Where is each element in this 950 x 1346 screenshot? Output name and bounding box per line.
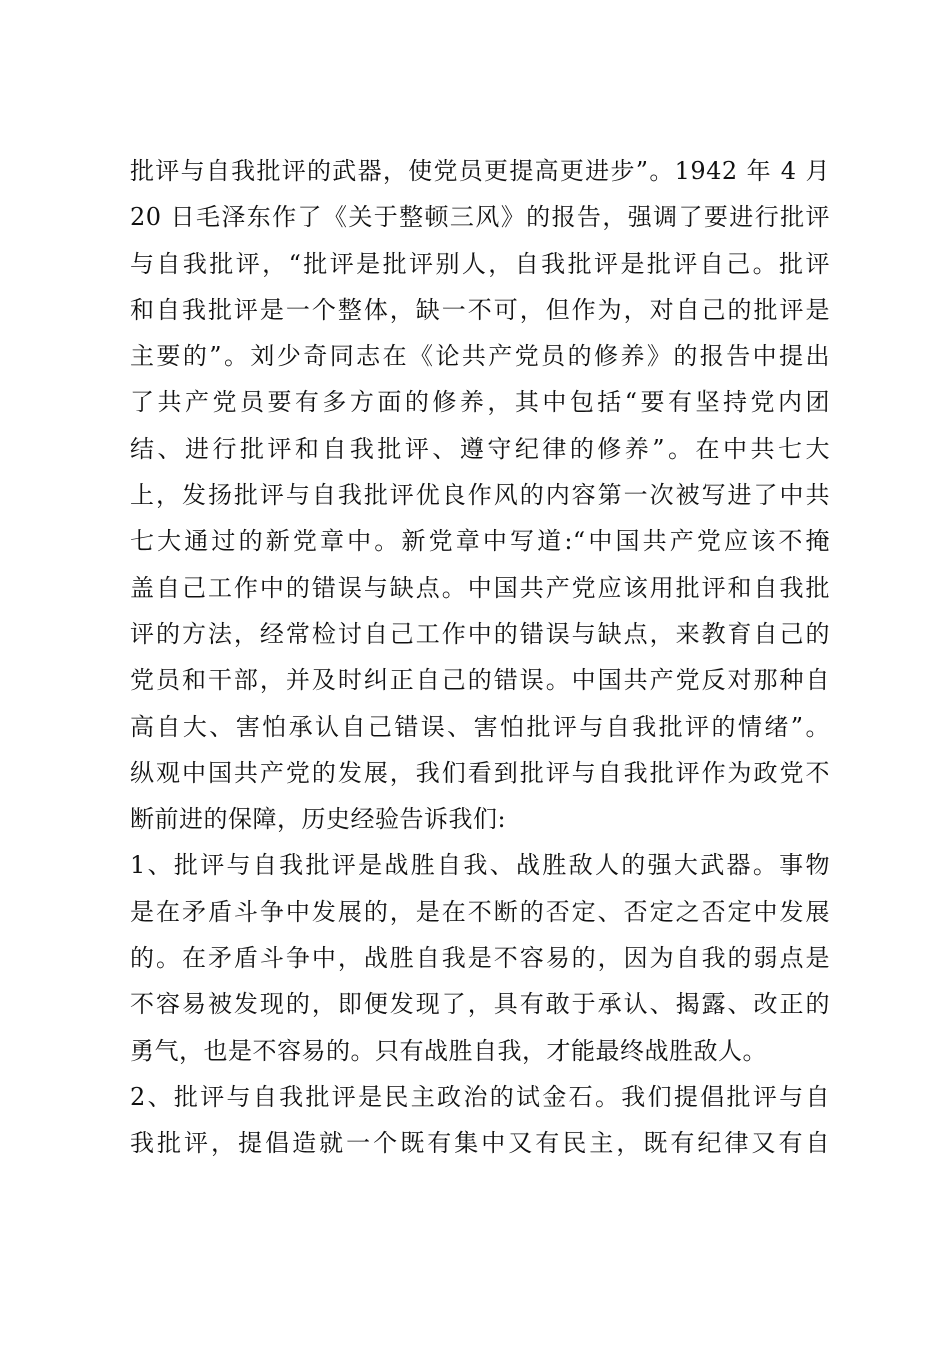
- text-line: 1、批评与自我批评是战胜自我、战胜敌人的强大武器。事物: [130, 851, 830, 880]
- text-line: 上，发扬批评与自我批评优良作风的内容第一次被写进了中共: [130, 481, 830, 510]
- text-line: 不容易被发现的，即便发现了，具有敢于承认、揭露、改正的: [130, 990, 830, 1019]
- text-line: 我批评，提倡造就一个既有集中又有民主，既有纪律又有自: [130, 1129, 830, 1158]
- text-line: 20 日毛泽东作了《关于整顿三风》的报告，强调了要进行批评: [130, 203, 830, 232]
- text-line: 评的方法，经常检讨自己工作中的错误与缺点，来教育自己的: [130, 619, 830, 648]
- text-line: 纵观中国共产党的发展，我们看到批评与自我批评作为政党不: [130, 758, 830, 787]
- text-line: 的。在矛盾斗争中，战胜自我是不容易的，因为自我的弱点是: [130, 944, 830, 973]
- text-line: 断前进的保障，历史经验告诉我们:: [130, 805, 507, 834]
- text-line: 勇气，也是不容易的。只有战胜自我，才能最终战胜敌人。: [130, 1036, 767, 1065]
- text-line: 党员和干部，并及时纠正自己的错误。中国共产党反对那种自: [130, 666, 830, 695]
- text-line: 结、进行批评和自我批评、遵守纪律的修养”。在中共七大: [130, 434, 830, 463]
- text-line: 七大通过的新党章中。新党章中写道:“中国共产党应该不掩: [130, 527, 830, 556]
- text-line: 批评与自我批评的武器，使党员更提高更进步”。1942 年 4 月: [130, 157, 830, 185]
- text-line: 高自大、害怕承认自己错误、害怕批评与自我批评的情绪”。: [130, 712, 830, 741]
- text-line: 与自我批评，“批评是批评别人，自我批评是批评自己。批评: [130, 249, 830, 278]
- document-body: [130, 148, 830, 1167]
- text-line: 盖自己工作中的错误与缺点。中国共产党应该用批评和自我批: [130, 573, 830, 602]
- text-line: 和自我批评是一个整体，缺一不可，但作为，对自己的批评是: [130, 295, 830, 324]
- text-line: 了共产党员要有多方面的修养，其中包括“要有坚持党内团: [130, 388, 830, 417]
- text-line: 主要的”。刘少奇同志在《论共产党员的修养》的报告中提出: [130, 342, 830, 371]
- text-line: 2、批评与自我批评是民主政治的试金石。我们提倡批评与自: [130, 1082, 830, 1111]
- text-line: 是在矛盾斗争中发展的，是在不断的否定、否定之否定中发展: [130, 897, 830, 926]
